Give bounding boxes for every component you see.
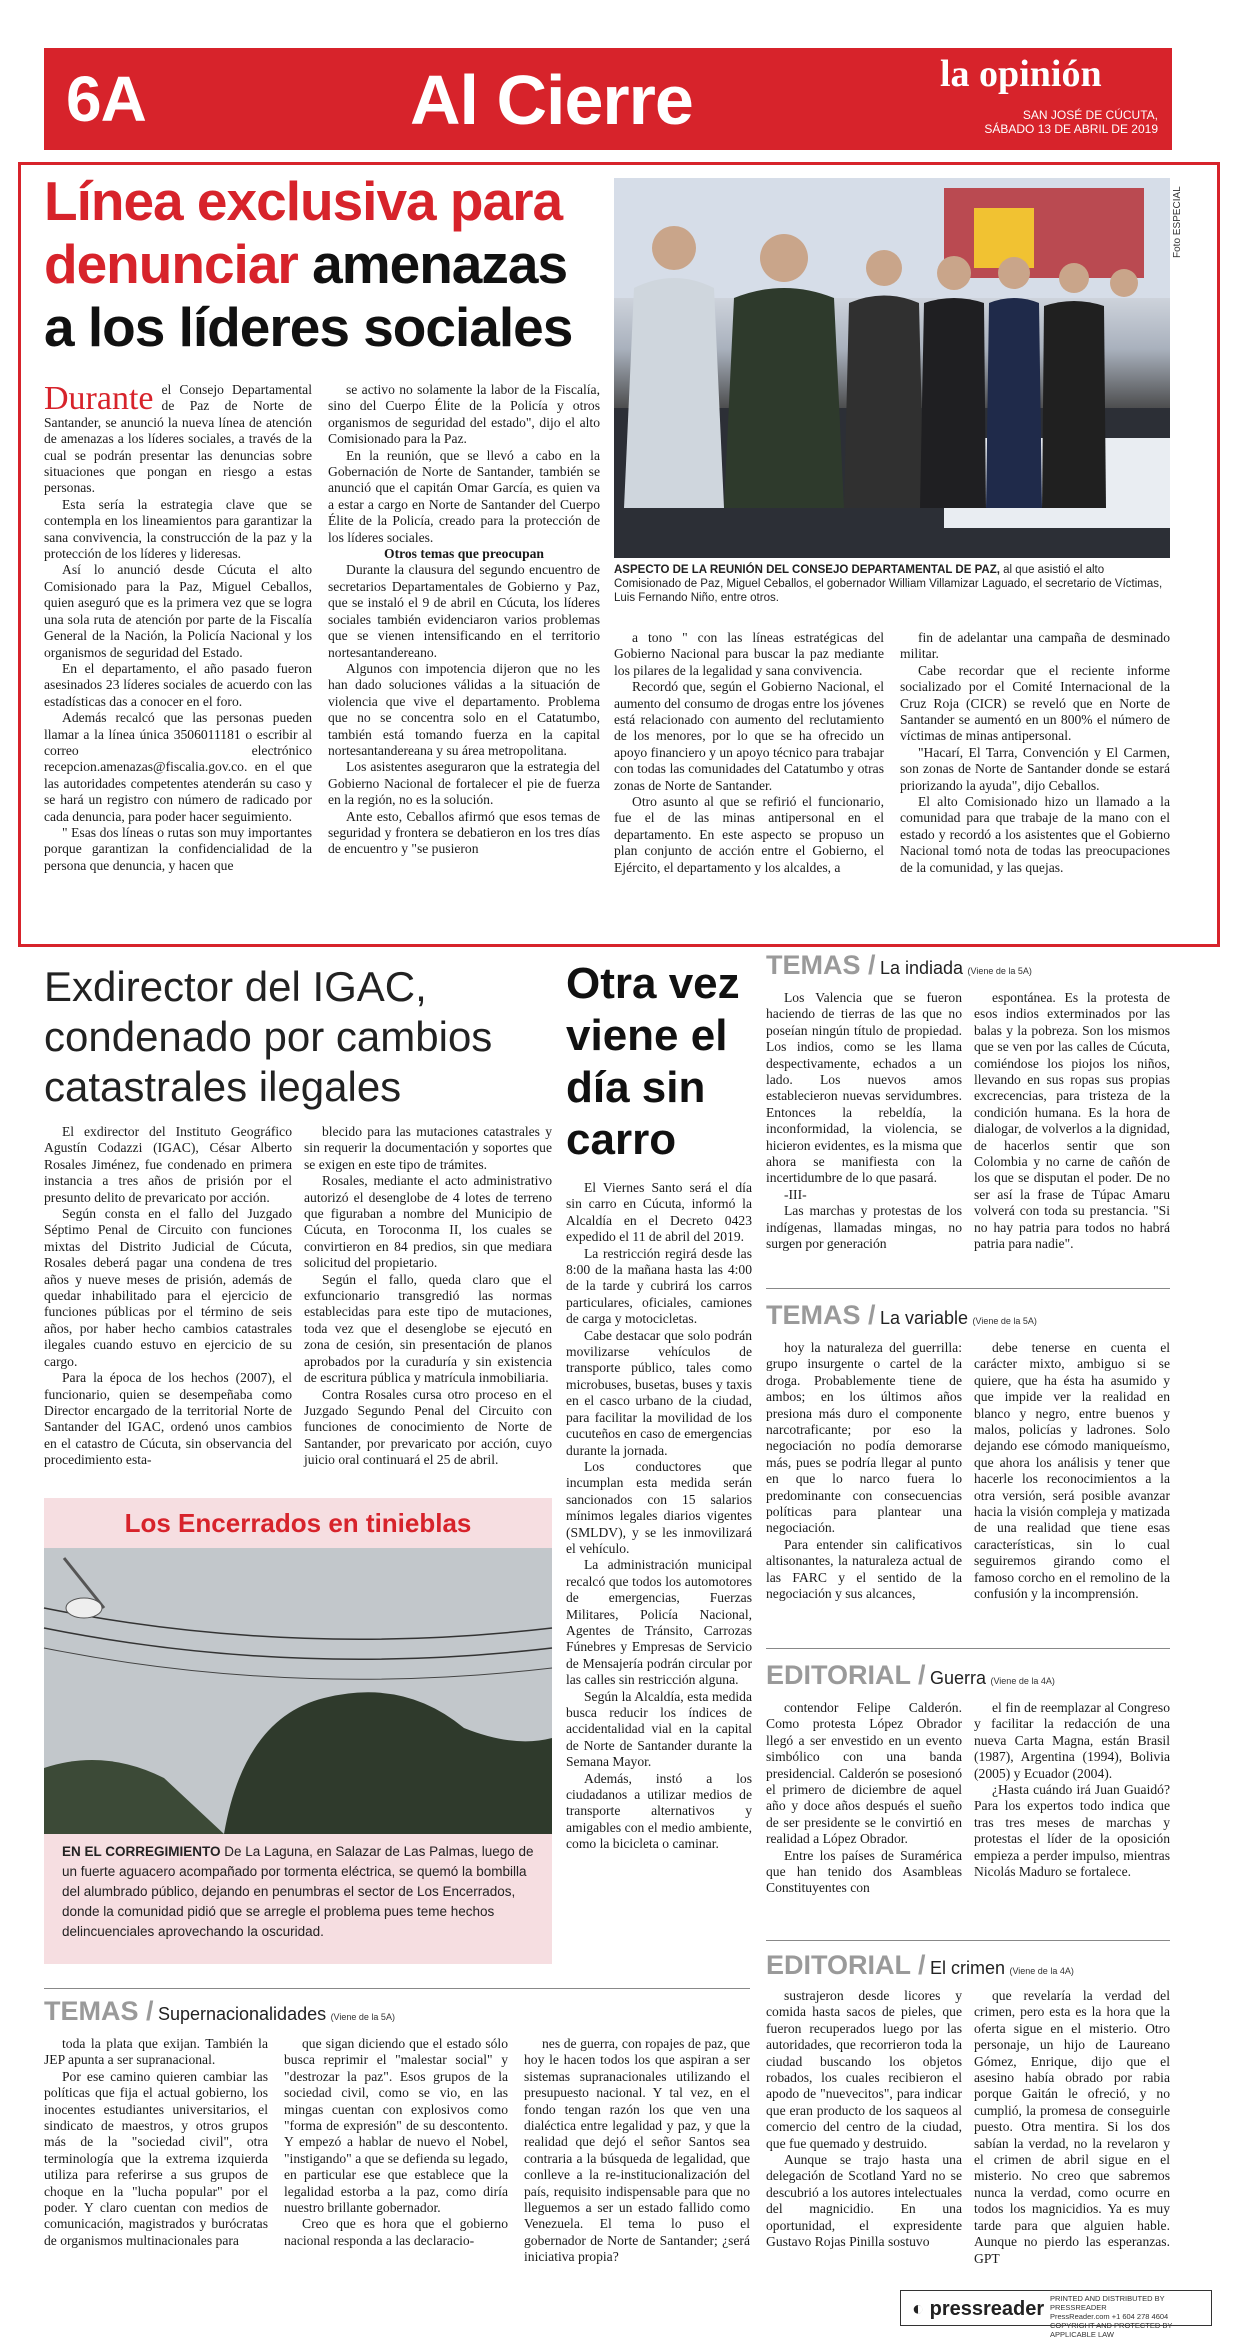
encerrados-photo-illustration bbox=[44, 1548, 552, 1834]
lead-column-1-text bbox=[44, 382, 312, 874]
paragraph: El Viernes Santo será el día sin carro en Cúcuta, informó la Alcaldía en el Decreto 0423 expedido el 11 de abril del 2019. bbox=[566, 1180, 752, 1245]
indiada-column-2-text bbox=[974, 990, 1170, 1253]
paragraph: Rosales, mediante el acto administrativo autorizó el desenglobe de 4 lotes de terreno que figuraban a nombre del Municipio de Cúcuta, en Toroconma II, los cuales se convirtieron en 84 predios, sin que mediara solicitud del propietario. bbox=[304, 1173, 552, 1271]
paragraph: contendor Felipe Calderón. Como protesta López Obrador llegó a ser envestido en un evento simbólico con una banda presidencial. Calderón se posesionó el primero de diciembre de aquel año y doce años después el sueño de ser presidente se le convirtió en realidad a López Obrador. bbox=[766, 1700, 962, 1847]
guerra-name: Guerra bbox=[929, 1668, 987, 1688]
supra-column-3-text bbox=[524, 2036, 750, 2266]
paragraph: sustrajeron desde licores y comida hasta sacos de pieles, que fueron recuperados luego por las autoridades, que recorrieron toda la ciudad buscando los objetos robados, los cuales recibieron el apodo de "nuevecitos", para indicar que eran producto de los saqueos al comercio del centro de la ciudad, que fue quemado y destruido. bbox=[766, 1988, 962, 2151]
paragraph: Otro asunto al que se refirió el funcionario, fue el de las minas antipersonal en el departamento. En este aspecto se propuso un plan conjunto de acción entre el Gobierno, el Ejército, el departamento y los alcaldes, a bbox=[614, 794, 884, 875]
paragraph: El alto Comisionado hizo un llamado a la comunidad para que trabaje de la mano con el estado y recordó a los asistentes que el Gobierno Nacional tomó nota de todas las preocupaciones de la comunidad, y las quejas. bbox=[900, 794, 1170, 875]
paragraph: toda la plata que exijan. También la JEP apunta a ser supranacional. bbox=[44, 2036, 268, 2068]
lead-column-1 bbox=[44, 382, 312, 930]
exdirector-column-1 bbox=[44, 1124, 292, 1484]
paragraph: Cabe recordar que el reciente informe socializado por el Comité Internacional de la Cruz Roja (CICR) se reveló que en Norte de Santander se aumentó en un 800% el número de víctimas de minas antipersonal. bbox=[900, 662, 1170, 744]
newspaper-logo: la opinión bbox=[940, 53, 1102, 95]
page-number: 6A bbox=[66, 63, 146, 135]
variable-label: TEMAS / bbox=[766, 1300, 876, 1330]
paragraph: Según el fallo, queda claro que el exfuncionario transgredió las normas establecidas para este tipo de mutaciones, toda vez que el desenglobe se ejecutó en zona de cesión, sin presentación de planos aprobados por la curaduría y sin existencia de escritura pública y matrícula inmobiliaria. bbox=[304, 1271, 552, 1386]
indiada-column-1 bbox=[766, 990, 962, 1266]
sincarro-text bbox=[566, 1180, 752, 1853]
indiada-name: La indiada bbox=[879, 958, 964, 978]
paragraph: fin de adelantar una campaña de desminado militar. bbox=[900, 630, 1170, 662]
paragraph: Así lo anunció desde Cúcuta el alto Comisionado para la Paz, Miguel Ceballos, quien aseguró que es la primera vez que se logra una sola ruta de atención por parte de la Fiscalía General de la Nación, la Policía Nacional y los organismos de seguridad del Estado. bbox=[44, 562, 312, 660]
supra-column-1 bbox=[44, 2036, 268, 2326]
lead-column-2-text bbox=[328, 382, 600, 858]
supra-column-3 bbox=[524, 2036, 750, 2326]
paragraph: El exdirector del Instituto Geográfico Agustín Codazzi (IGAC), César Alberto Rosales Jiménez, fue condenado en primera instancia a tres años de prisión por el presunto delito de prevaricato por acción. bbox=[44, 1124, 292, 1205]
supra-column-1-text bbox=[44, 2036, 268, 2249]
indiada-note: (Viene de la 5A) bbox=[967, 966, 1032, 976]
indiada-label: TEMAS / bbox=[766, 950, 876, 980]
supra-label: TEMAS / bbox=[44, 1996, 154, 2026]
encerrados-photo bbox=[44, 1548, 552, 1834]
paragraph: Cabe destacar que solo podrán movilizarse vehículos de transporte público, tales como microbuses, busetas, buses y taxis en el casco urbano de la ciudad, para facilitar la movilidad de los cucuteños en caso de emergencias durante la jornada. bbox=[566, 1327, 752, 1458]
paragraph: Según la Alcaldía, esta medida busca reducir los índices de accidentalidad vial en la capital de Norte de Santander durante la Semana Mayor. bbox=[566, 1688, 752, 1770]
paragraph: Aunque se trajo hasta una delegación de Scotland Yard no se descubrió a los autores intelectuales del magnicidio. En una oportunidad, el expresidente Gustavo Rojas Pinilla sostuvo bbox=[766, 2152, 962, 2250]
paragraph: La restricción regirá desde las 8:00 de la mañana hasta las 4:00 de la tarde y cubrirá los carros particulares, oficiales, camiones de carga y motocicletas. bbox=[566, 1245, 752, 1327]
paragraph: Ante esto, Ceballos afirmó que esos temas de seguridad y frontera se debatieron en los tres días de encuentro y "se pusieron bbox=[328, 808, 600, 857]
pressreader-logo bbox=[912, 2298, 1044, 2321]
paragraph: hoy la naturaleza del guerrilla: grupo insurgente o cartel de la droga. Probablemente tiene de ambos; en los últimos años presiona más duro el componente narcotraficante; por eso la negociación no podía demorarse más, pues se podría llegar al punto en que lo narco fuera lo predominante con consecuencias políticas para plantear una negociación. bbox=[766, 1340, 962, 1536]
supra-section-header bbox=[44, 1996, 750, 2027]
exdirector-column-2-text bbox=[304, 1124, 552, 1469]
lead-column-2 bbox=[328, 382, 600, 930]
guerra-section-header bbox=[766, 1660, 1170, 1691]
variable-note: (Viene de la 5A) bbox=[972, 1316, 1037, 1326]
photo-credit: Foto ESPECIAL bbox=[1172, 186, 1183, 258]
crimen-name: El crimen bbox=[929, 1958, 1005, 1978]
variable-name: La variable bbox=[879, 1308, 969, 1328]
variable-column-2 bbox=[974, 1340, 1170, 1630]
guerra-label: EDITORIAL / bbox=[766, 1660, 926, 1690]
section-divider bbox=[766, 1288, 1170, 1289]
sincarro-headline: Otra vez viene el día sin carro bbox=[566, 959, 740, 1164]
paragraph: que revelaría la verdad del crimen, pero esta es la hora que la oferta sigue en el misterio. Otro personaje, un hijo de Laureano Gómez, Enrique, dijo que el asesino había obrado por rabia porque Gaitán le ofreció, y no cumplió, la promesa de conseguirle puesto. Otra mentira. Si los dos sabían la verdad, no la revelaron y el crimen de abril sigue en el misterio. No creo que sabremos nunca la verdad, como ocurre en todos los magnicidios. Ya es muy tarde para que alguien hable. Aunque no pierdo las esperanzas. GPT bbox=[974, 1988, 1170, 2266]
exdirector-headline: Exdirector del IGAC, condenado por cambios catastrales ilegales bbox=[44, 963, 493, 1110]
guerra-column-2-text bbox=[974, 1700, 1170, 1880]
lead-photo-caption bbox=[614, 563, 1170, 605]
paragraph: Los Valencia que se fueron haciendo de tierras de las que no poseían ningún título de propiedad. Los indios, como se les llama despectivamente, echados a un lado. Los nuevos amos establecieron nuevas servidumbres. Entonces la rebeldía, la inconformidad, la violencia, se hicieron evidentes, es la misma que ahora se manifiesta con la incertidumbre de lo que pasará. bbox=[766, 990, 962, 1186]
sincarro-column bbox=[566, 1180, 752, 1970]
paragraph: Los asistentes aseguraron que la estrategia del Gobierno Nacional de fortalecer el pie de fuerza en la región, no es la solución. bbox=[328, 759, 600, 808]
paragraph: Entre los países de Suramérica que han tenido dos Asambleas Constituyentes con bbox=[766, 1847, 962, 1896]
dateline-place: SAN JOSÉ DE CÚCUTA, bbox=[1022, 108, 1158, 122]
paragraph: Contra Rosales cursa otro proceso en el Juzgado Segundo Penal del Circuito con funciones de conocimiento de Norte de Santander, por prevaricato por acción, cuyo juicio oral continuará el 25 de abril. bbox=[304, 1386, 552, 1468]
paragraph: Además recalcó que las personas pueden llamar a la línea única 3506011181 o escribir al correo electrónico recepcion.amenazas@fiscalia.gov.co. en el que las autoridades competentes atenderán su caso y se hará un registro con número de radicado por cada denuncia, para poder hacer seguimiento. bbox=[44, 710, 312, 824]
crimen-column-2 bbox=[974, 1988, 1170, 2284]
guerra-column-1 bbox=[766, 1700, 962, 1926]
paragraph: Durante la clausura del segundo encuentro de secretarios Departamentales de Gobierno y Paz, que se instaló el 9 de abril en Cúcuta, los líderes sociales también evidenciaron varios problemas que se vienen intensificando en el territorio nortesantandereano. bbox=[328, 562, 600, 660]
encerrados-caption-bold: EN EL CORREGIMIENTO bbox=[62, 1844, 221, 1859]
paragraph: Creo que es hora que el gobierno nacional responda a las declaracio- bbox=[284, 2216, 508, 2248]
paragraph: En la reunión, que se llevó a cabo en la Gobernación de Norte de Santander, también se anunció que el capitán Omar García, es quien va a estar a cargo en Norte de Santander del Cuerpo Élite de la Policía, creado para la protección de los líderes sociales. bbox=[328, 447, 600, 545]
variable-column-2-text bbox=[974, 1340, 1170, 1603]
headline-black-part: amenazas a los líderes sociales bbox=[44, 233, 573, 358]
paragraph: "Hacarí, El Tarra, Convención y El Carmen, son zonas de Norte de Santander donde se estará priorizando la ayuda", dijo Ceballos. bbox=[900, 744, 1170, 793]
crimen-note: (Viene de la 4A) bbox=[1009, 1966, 1074, 1976]
pressreader-brand: pressreader bbox=[929, 2298, 1045, 2320]
lead-column-4 bbox=[900, 630, 1170, 930]
paragraph: Esta sería la estrategia clave que se contempla en los lineamientos para garantizar la sana convivencia, la construcción de la paz y la protección de los líderes y lideresas. bbox=[44, 496, 312, 562]
paragraph: que sigan diciendo que el estado sólo busca reprimir el "malestar social" y "destrozar la paz". Esos grupos de la sociedad civil, como se vio, en las mingas cuentan con explosivos como "forma de expresión" de su descontento. Y empezó a hablar de nuevo el Nobel, "instigando" a que se defienda su legado, en particular ese que establece que la legalidad estorba a la paz, como diría nuestro brillante gobernador. bbox=[284, 2036, 508, 2216]
paragraph: a tono " con las líneas estratégicas del Gobierno Nacional para buscar la paz mediante los pilares de la legalidad y sana convivencia. bbox=[614, 630, 884, 678]
lead-headline bbox=[44, 170, 604, 359]
section-divider bbox=[766, 1940, 1170, 1941]
paragraph: Según consta en el fallo del Juzgado Séptimo Penal de Circuito con funciones mixtas del Distrito Judicial de Cúcuta, Rosales deberá pagar una condena de tres años y nueve meses de prisión, además de quedar inhabilitado para el ejercicio de funciones públicas por el término de seis años, por haber hecho cambios catastrales ilegales cuando estuvo en ejercicio de su cargo. bbox=[44, 1206, 292, 1369]
lead-column-4-text bbox=[900, 630, 1170, 876]
paragraph: blecido para las mutaciones catastrales y sin requerir la documentación y soportes que se exigen en este tipo de trámites. bbox=[304, 1124, 552, 1172]
paragraph: -III- bbox=[784, 1186, 807, 1202]
section-divider bbox=[766, 1648, 1170, 1649]
lead-photo-illustration bbox=[614, 178, 1170, 558]
encerrados-caption-text: De La Laguna, en Salazar de Las Palmas, luego de un fuerte aguacero acompañado por tormenta eléctrica, se quemó la bombilla del alumbrado público, dejando en penumbras el sector de Los Encerrados, donde la comunidad pidió que se arregle el problema pues teme hechos delincuenciales aprovechando la oscuridad. bbox=[62, 1844, 534, 1939]
variable-section-header bbox=[766, 1300, 1170, 1331]
paragraph: Las marchas y protestas de los indígenas, llamadas mingas, no surgen por generación bbox=[766, 1203, 962, 1252]
supra-note: (Viene de la 5A) bbox=[330, 2012, 395, 2022]
crimen-label: EDITORIAL / bbox=[766, 1950, 926, 1980]
paragraph: En el departamento, el año pasado fueron asesinados 23 líderes sociales de acuerdo con las estadísticas das a conocer en el foro. bbox=[44, 660, 312, 709]
paragraph: Además, instó a los ciudadanos a utilizar medios de transporte alternativos y amigables con el medio ambiente, como la bicicleta o caminar. bbox=[566, 1770, 752, 1852]
crimen-column-1-text bbox=[766, 1988, 962, 2251]
pressreader-meta-1: PRINTED AND DISTRIBUTED BY PRESSREADER bbox=[1050, 2294, 1165, 2312]
indiada-column-1-text bbox=[766, 990, 962, 1253]
pressreader-icon: ◐ bbox=[912, 2298, 925, 2320]
paragraph: Para la época de los hechos (2007), el funcionario, quien se desempeñaba como Director encargado de la territorial Norte de Santander del IGAC, ordenó unos cambios en el catastro de Cúcuta, sin observancia del procedimiento esta- bbox=[44, 1370, 292, 1468]
pressreader-meta-3: COPYRIGHT AND PROTECTED BY APPLICABLE LAW bbox=[1050, 2321, 1173, 2339]
pressreader-meta-2: PressReader.com +1 604 278 4604 bbox=[1050, 2312, 1169, 2321]
paragraph: Por ese camino quieren cambiar las políticas que fija el actual gobierno, los inocentes estudiantes universitarios, el sindicato de maestros, y otros grupos más de la "sociedad civil", otra terminología que la extrema izquierda utiliza para referirse a sus grupos de choque en la "lucha popular" por el poder. Y claro cuentan con medios de comunicación, magistrados y burócratas de organismos multinacionales para bbox=[44, 2068, 268, 2248]
paragraph: La administración municipal recalcó que todos los automotores de emergencias, Fuerzas Militares, Policía Nacional, Agentes de Tránsito, Carrozas Fúnebres y Empresas de Servicio de Mensajería podrán circular por las calles sin restricción alguna. bbox=[566, 1557, 752, 1688]
guerra-column-1-text bbox=[766, 1700, 962, 1897]
encerrados-caption bbox=[62, 1842, 536, 1942]
supra-name: Supernacionalidades bbox=[157, 2004, 327, 2024]
paragraph: nes de guerra, con ropajes de paz, que hoy le hacen todos los que aspiran a ser sistemas supranacionales utilizando el presupuesto nacional. Y tal vez, en el fondo tengan razón los que ven una dialéctica entre legalidad y paz, y que la realidad que dejó el señor Santos sea contraria a la búsqueda de legalidad, que conlleve a la re-institucionalización del país, requisito indispensable para que no lleguemos a ser un estado fallido como Venezuela. El tema lo puso el gobernador de Norte de Santander; ¿será iniciativa propia? bbox=[524, 2036, 750, 2265]
guerra-column-2 bbox=[974, 1700, 1170, 1926]
exdirector-column-1-text bbox=[44, 1124, 292, 1469]
paragraph: Para entender sin calificativos altisonantes, la naturaleza actual de las FARC y el sentido de la negociación y sus alcances, bbox=[766, 1536, 962, 1602]
paragraph: Algunos con impotencia dijeron que no les han dado soluciones válidas a la situación de violencia que vive el departamento. Problema que no se concentra solo en el Catatumbo, también está tomando fuerza en la capital nortesantandereana y su área metropolitana. bbox=[328, 660, 600, 758]
crimen-section-header bbox=[766, 1950, 1170, 1981]
exdirector-column-2 bbox=[304, 1124, 552, 1484]
indiada-section-header bbox=[766, 950, 1170, 981]
paragraph: ¿Hasta cuándo irá Juan Guaidó? Para los expertos todo indica que tras tres meses de marchas y protestas el líder de la oposición empieza a perder impulso, mientras Nicolás Maduro se fortalece. bbox=[974, 1782, 1170, 1880]
section-title: Al Cierre bbox=[410, 61, 693, 139]
guerra-note: (Viene de la 4A) bbox=[990, 1676, 1055, 1686]
lead-column-3 bbox=[614, 630, 884, 930]
section-divider bbox=[44, 1988, 750, 1989]
paragraph: Recordó que, según el Gobierno Nacional, el aumento del consumo de drogas entre los jóvenes está relacionado con aumento del reclutamiento de los menores, por lo que se ha ofrecido un apoyo financiero y un apoyo técnico para trabajar con todas las comunidades del Catatumbo y otras zonas de Norte de Santander. bbox=[614, 679, 884, 793]
paragraph: el fin de reemplazar al Congreso y facilitar la redacción de una nueva Carta Magna, están Brasil (1987), Argentina (1994), Bolivia (2005) y Ecuador (2004). bbox=[974, 1700, 1170, 1781]
paragraph: " Esas dos líneas o rutas son muy importantes porque garantizan la confidencialidad de la persona que denuncia, y hacen que bbox=[44, 824, 312, 873]
headline-red-part: Línea exclusiva para denunciar bbox=[44, 170, 563, 295]
caption-bold: ASPECTO DE LA REUNIÓN DEL CONSEJO DEPARTAMENTAL DE PAZ, bbox=[614, 564, 1000, 576]
crimen-column-2-text bbox=[974, 1988, 1170, 2267]
subheading: Otros temas que preocupan bbox=[384, 546, 544, 562]
lead-photo bbox=[614, 178, 1170, 558]
dateline-date: SÁBADO 13 DE ABRIL DE 2019 bbox=[984, 122, 1158, 136]
encerrados-headline: Los Encerrados en tinieblas bbox=[124, 1508, 472, 1538]
paragraph: debe tenerse en cuenta el carácter mixto, ambiguo si se quiere, que ha ésta ha asumido y que impide ver la realidad en blanco y negro, entre buenos y malos, policías y ladrones. Solo dejando ese cómodo maniqueísmo, que ahora los análisis y tener que hacerle los reconocimientos a la otra versión, será posible avanzar hacia la visión compleja y matizada de una realidad que tiene esas características, sin lo cual seguiremos girando como el famoso corcho en el remolino de la confusión y la incomprensión. bbox=[974, 1340, 1170, 1602]
paragraph: espontánea. Es la protesta de esos indios exterminados por las balas y la pobreza. Son los mismos que se ven por las calles de Cúcuta, comiéndose los piojos los niños, llevando en sus ropas sus propias excrecencias, para tristeza de la condición humana. Es la hora de dialogar, de volverlos a la dignidad, de hacerlos sentir que son Colombia y no carne de cañón de los que se disputan el poder. De no ser así la frase de Túpac Amaru volverá con toda su prestancia. "Si no hay patria para todos no habrá patria para nadie". bbox=[974, 990, 1170, 1252]
lead-column-3-text bbox=[614, 630, 884, 876]
paragraph: Los conductores que incumplan esta medida serán sancionados con 15 salarios mínimos legales diarios vigentes (SMLDV), y se les inmovilizará el vehículo. bbox=[566, 1458, 752, 1556]
variable-column-1 bbox=[766, 1340, 962, 1630]
caption-text: al que asistió el alto Comisionado de Paz, Miguel Ceballos, el gobernador William Villamizar Laguado, el secretario de Víctimas, Luis Fernando Niño, entre otros. bbox=[614, 564, 1163, 604]
supra-column-2-text bbox=[284, 2036, 508, 2249]
paragraph: se activo no solamente la labor de la Fiscalía, sino del Cuerpo Élite de la Policía y otros organismos de seguridad del estado", dijo el alto Comisionado para la Paz. bbox=[328, 382, 600, 447]
paragraph: el Consejo Departamental de Paz de Norte de Santander, se anunció la nueva línea de atención de amenazas a los líderes sociales, a través de la cual se podrán presentar las denuncias sobre situaciones que pongan en riesgo a estas personas. bbox=[44, 382, 312, 496]
dropcap-word: Durante bbox=[44, 380, 154, 417]
indiada-column-2 bbox=[974, 990, 1170, 1266]
supra-column-2 bbox=[284, 2036, 508, 2326]
dateline bbox=[900, 108, 1158, 136]
pressreader-meta bbox=[1050, 2294, 1210, 2339]
crimen-column-1 bbox=[766, 1988, 962, 2288]
variable-column-1-text bbox=[766, 1340, 962, 1603]
